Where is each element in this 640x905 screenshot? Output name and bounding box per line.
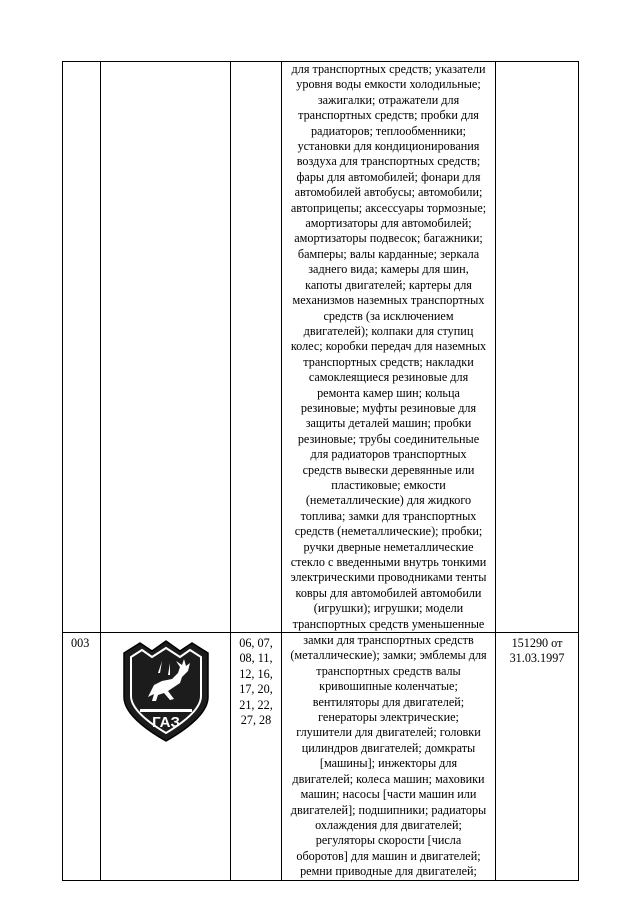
registration-cell	[496, 633, 579, 881]
goods-list	[282, 633, 495, 880]
registration-line: 151290 от	[511, 636, 563, 651]
class-line: 21, 22,	[239, 697, 273, 712]
goods-line: автоприцепы; аксессуары тормозные;	[290, 200, 487, 215]
goods-line: замки для транспортных средств	[303, 633, 474, 648]
goods-line: двигателей]; подшипники; радиаторы	[290, 802, 487, 817]
goods-cell	[282, 633, 496, 881]
goods-line: средств (за исключением	[323, 308, 454, 323]
table-row	[63, 62, 579, 633]
goods-line: регуляторы скорости [числа	[315, 833, 462, 848]
goods-line: средств (неметаллические); пробки;	[294, 524, 483, 539]
registration-info	[496, 636, 578, 667]
classes-cell	[231, 62, 282, 633]
goods-line: радиаторов; теплообменники;	[310, 123, 467, 138]
goods-line: самоклеящиеся резиновые для	[308, 370, 469, 385]
goods-line: ремни приводные для двигателей;	[300, 864, 477, 879]
goods-line: механизмов наземных транспортных	[292, 293, 485, 308]
goods-line: транспортных средств; накладки	[303, 354, 474, 369]
goods-line: бамперы; валы карданные; зеркала	[297, 246, 480, 261]
goods-line: оборотов] для машин и двигателей;	[296, 848, 481, 863]
goods-line: ремонта камер шин; кольца	[317, 385, 460, 400]
table-row	[63, 633, 579, 881]
gaz-logo	[118, 639, 214, 745]
goods-line: генераторы электрические;	[318, 710, 459, 725]
classes-list	[231, 636, 281, 728]
goods-line: амортизаторы для автомобилей;	[305, 216, 472, 231]
goods-line: вентиляторы для двигателей;	[312, 694, 465, 709]
goods-line: транспортных средств; пробки для	[298, 108, 479, 123]
goods-line: (неметаллические) для жидкого	[305, 493, 472, 508]
class-line: 12, 16,	[239, 666, 273, 681]
goods-line: цилиндров двигателей; домкраты	[301, 740, 476, 755]
goods-line: капоты двигателей; картеры для	[305, 277, 472, 292]
logo-text: ГАЗ	[151, 714, 180, 732]
logo-cell	[101, 633, 231, 881]
number-cell	[63, 62, 101, 633]
goods-cell	[282, 62, 496, 633]
number-cell	[63, 633, 101, 881]
goods-line: глушители для двигателей; головки	[296, 725, 481, 740]
goods-line: резиновые; муфты резиновые для	[300, 400, 477, 415]
class-line: 17, 20,	[239, 682, 273, 697]
class-line: 06, 07,	[239, 636, 273, 651]
goods-line: охлаждения для двигателей;	[315, 817, 462, 832]
goods-line: установки для кондиционирования	[297, 139, 480, 154]
goods-line: для транспортных средств; указатели	[291, 62, 486, 76]
goods-line: средств вывески деревянные или	[302, 462, 475, 477]
goods-line: электрическими проводниками тенты	[290, 570, 487, 585]
class-line: 27, 28	[240, 713, 272, 728]
goods-line: ручки дверные неметаллические	[303, 539, 474, 554]
goods-line: амортизаторы подвесок; багажники;	[294, 231, 483, 246]
goods-line: машин; насосы [части машин или	[300, 787, 477, 802]
goods-line: колес; коробки передач для наземных	[290, 339, 487, 354]
goods-line: (игрушки); игрушки; модели	[313, 601, 464, 616]
goods-line: топлива; замки для транспортных	[300, 508, 477, 523]
registration-line: 31.03.1997	[509, 651, 565, 666]
class-line: 08, 11,	[239, 651, 273, 666]
goods-line: [машины]; инжекторы для	[319, 756, 458, 771]
goods-line: (металлические); замки; эмблемы для	[290, 648, 487, 663]
goods-line: стекло с введенными внутрь тонкими	[290, 555, 487, 569]
goods-list	[282, 62, 495, 632]
goods-line: резиновые; трубы соединительные	[297, 431, 480, 446]
classes-cell	[231, 633, 282, 881]
goods-line: транспортных средств валы	[316, 663, 461, 678]
logo-cell	[101, 62, 231, 633]
goods-line: заднего вида; камеры для шин,	[308, 262, 469, 277]
goods-line: для радиаторов транспортных	[310, 447, 467, 462]
entry-number: 003	[71, 636, 90, 651]
registration-cell	[496, 62, 579, 633]
goods-line: ковры для автомобилей автомобили	[295, 585, 482, 600]
goods-line: зажигалки; отражатели для	[317, 92, 460, 107]
goods-line: двигателей); колпаки для ступиц	[303, 323, 474, 338]
goods-line: пластиковые; емкости	[331, 477, 446, 492]
goods-line: фары для автомобилей; фонари для	[296, 169, 481, 184]
goods-line: автомобилей автобусы; автомобили;	[294, 185, 483, 200]
goods-line: защиты деталей машин; пробки	[305, 416, 472, 431]
goods-line: транспортных средств уменьшенные	[292, 616, 485, 631]
trademark-table	[62, 61, 579, 881]
goods-line: уровня воды емкости холодильные;	[296, 77, 481, 92]
goods-line: двигателей; колеса машин; маховики	[292, 771, 485, 786]
goods-line: кривошипные коленчатые;	[319, 679, 458, 694]
goods-line: воздуха для транспортных средств;	[296, 154, 481, 169]
